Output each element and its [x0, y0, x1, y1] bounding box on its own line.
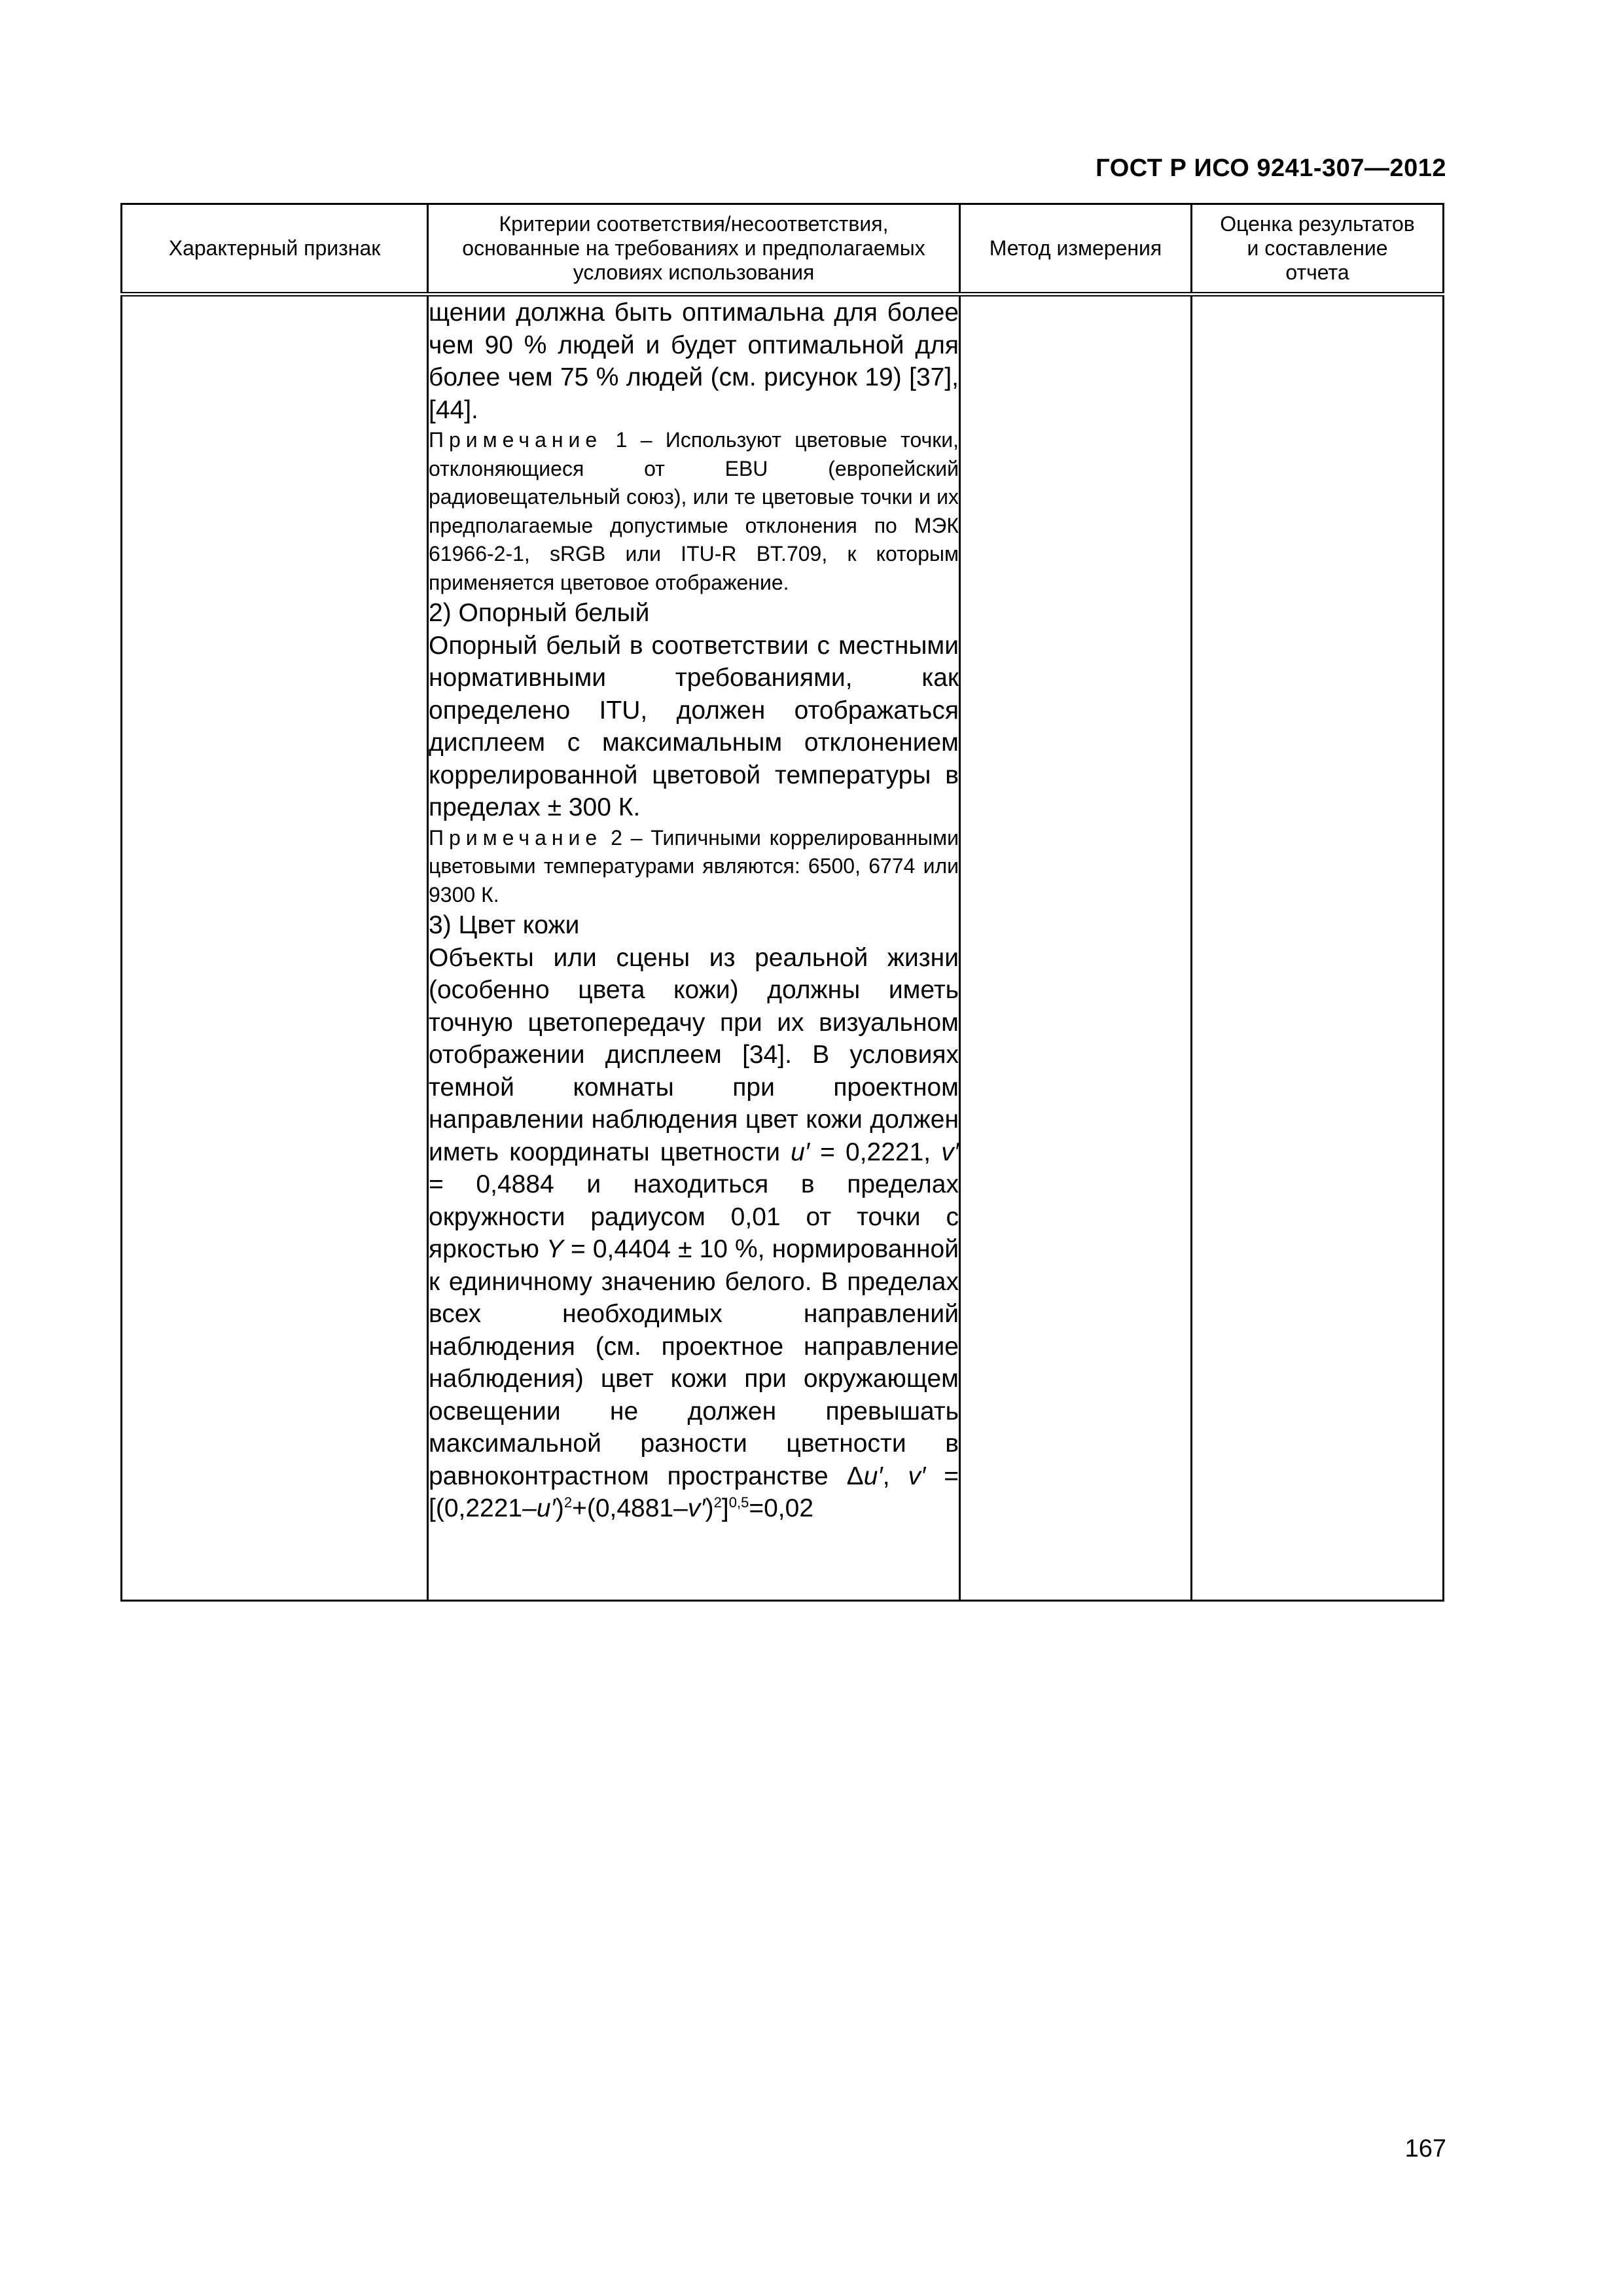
column-header-evaluation: Оценка результатов и составление отчета	[1192, 204, 1444, 295]
table-row	[122, 295, 1444, 1601]
column-header-feature: Характерный признак	[122, 204, 428, 295]
feature-cell	[122, 295, 428, 1601]
column-header-method: Метод измерения	[960, 204, 1192, 295]
document-code: ГОСТ Р ИСО 9241-307—2012	[1096, 154, 1446, 182]
criteria-table	[120, 203, 1444, 1602]
note-1: Примечание 1 – Используют цветовые точки, отклоняющиеся от EBU (европейский радиовещательный союз), или те цветовые точки и их предполагаемые допустимые отклонения по МЭК 61966-2-1, sRGB или ITU-R BT.709, к которым применяется цветовое отображение.	[429, 428, 959, 594]
criteria-paragraph-3: Объекты или сцены из реальной жизни (особенно цвета кожи) должны иметь точную цветопередачу при их визуальном отображении дисплеем [34]. В условиях темной комнаты при проектном направлении наблюдения цвет кожи должен иметь координаты цветности u′ = 0,2221, v′ = 0,4884 и находиться в пределах окружности радиусом 0,01 от точки с яркостью Y = 0,4404 ± 10 %, нормированной к единичному значению белого. В пределах всех необходимых направлений наблюдения (см. проектное направление наблюдения) цвет кожи при окружающем освещении не должен превышать максимальной разности цветности в равноконтрастном пространстве Δu′, $v' = [(0,2221-u')^2+(0,4881-v')^2]^{0,5}=0,02$	[429, 943, 959, 1522]
evaluation-cell	[1192, 295, 1444, 1601]
subheading-reference-white: 2) Опорный белый	[429, 599, 650, 627]
table-header-row	[122, 204, 1444, 295]
subheading-skin-color: 3) Цвет кожи	[429, 911, 580, 939]
column-header-criteria: Критерии соответствия/несоответствия, основанные на требованиях и предполагаемых условиях использования	[428, 204, 960, 295]
criteria-cell	[428, 295, 960, 1601]
note-2: Примечание 2 – Типичными коррелированными цветовыми температурами являются: 6500, 6774 или 9300 К.	[429, 825, 959, 906]
criteria-paragraph-2: Опорный белый в соответствии с местными нормативными требованиями, как определено ITU, должен отображаться дисплеем с максимальным отклонением коррелированной цветовой температуры в пределах ± 300 К.	[429, 631, 959, 821]
method-cell	[960, 295, 1192, 1601]
criteria-paragraph-1: щении должна быть оптимальна для более чем 90 % людей и будет оптимальной для более чем 75 % людей (см. рисунок 19) [37], [44].	[429, 298, 959, 424]
page-number: 167	[1404, 2135, 1446, 2162]
